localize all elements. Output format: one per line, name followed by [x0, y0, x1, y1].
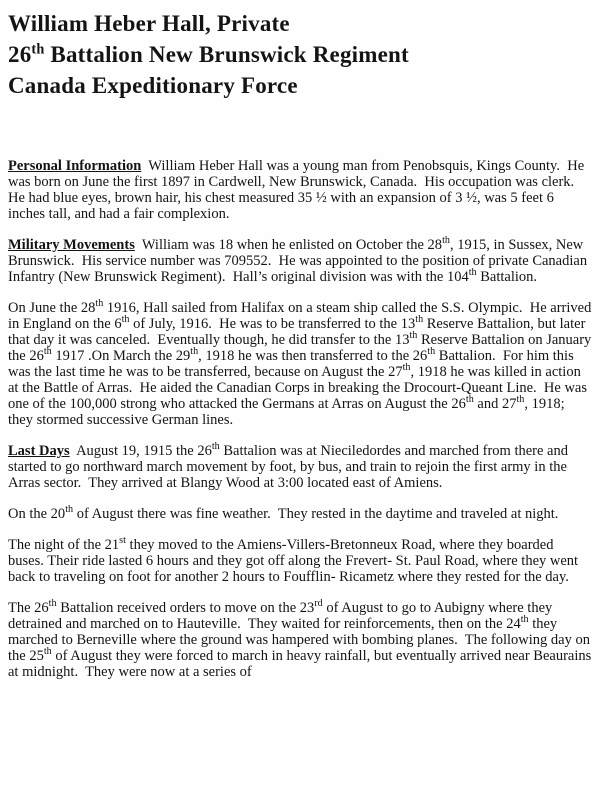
august-21-paragraph: [8, 537, 592, 585]
section-heading: Last Days: [8, 443, 70, 459]
text-run: On the 20: [8, 506, 66, 522]
ordinal-superscript: th: [65, 504, 74, 516]
ordinal-superscript: th: [43, 646, 52, 658]
text-run: they marched to Berneville where the ground was hampered with bombing planes. The following day on the 25: [8, 616, 594, 664]
text-run: of August there was fine weather. They rested in the daytime and traveled at night.: [73, 506, 559, 522]
ordinal-superscript: th: [415, 314, 424, 326]
text-run: of July, 1916. He was to be transferred to the 13: [129, 316, 416, 332]
text-run: and 27: [473, 396, 517, 412]
text-run: , 1918; they stormed successive German lines.: [8, 396, 569, 428]
title-line: [8, 70, 592, 101]
text-run: 26: [8, 42, 32, 67]
text-run: they moved to the Amiens-Villers-Bretonneux Road, where they boarded buses. Their ride lasted 6 hours and they got off along the Frevert- St. Paul Road, where they went back to traveling on foot for another 2 hours to Foufflin- Ricametz where they rested for the day.: [8, 537, 582, 585]
ordinal-superscript: th: [95, 298, 104, 310]
text-run: William Heber Hall was a young man from Penobsquis, Kings County. He was born on June the first 1897 in Cardwell, New Brunswick, Canada. His occupation was clerk. He had blue eyes, brown hair, his chest measured 35 ½ with an expansion of 3 ½, was 5 feet 6 inches tall, and had a fair complexion.: [8, 158, 588, 222]
ordinal-superscript: th: [520, 614, 529, 626]
text-run: Battalion received orders to move on the 23: [56, 600, 315, 616]
text-run: The night of the 21: [8, 537, 120, 553]
ordinal-superscript: th: [211, 441, 220, 453]
text-run: of August they were forced to march in heavy rainfall, but eventually arrived near Beaurains at midnight. They were now at a series of: [8, 648, 595, 680]
ordinal-superscript: th: [48, 598, 57, 610]
ordinal-superscript: th: [465, 394, 474, 406]
ordinal-superscript: th: [31, 41, 45, 58]
text-run: On June the 28: [8, 300, 96, 316]
ordinal-superscript: th: [427, 346, 436, 358]
ordinal-superscript: th: [468, 267, 477, 279]
ordinal-superscript: th: [516, 394, 525, 406]
text-run: Battalion New Brunswick Regiment: [44, 42, 409, 67]
august-20-paragraph: [8, 506, 592, 522]
text-run: William was 18 when he enlisted on October the 28: [134, 237, 443, 253]
august-23-25-paragraph: [8, 598, 595, 680]
text-run: , 1915, in Sussex, New Brunswick. His service number was 709552. He was appointed to the position of private Canadian Infantry (New Brunswick Regiment). Hall’s original division was with the 104: [8, 237, 591, 285]
text-run: of August to go to Aubigny where they detrained and marched on to Hauteville. They waited for reinforcements, then on the 24: [8, 600, 556, 632]
ordinal-superscript: th: [402, 362, 411, 374]
ordinal-superscript: st: [119, 535, 126, 547]
text-run: 1916, Hall sailed from Halifax on a steam ship called the S.S. Olympic. He arrived in England on the 6: [8, 300, 595, 332]
personal-information-paragraph: [8, 158, 592, 222]
text-run: Reserve Battalion on January the 26: [8, 332, 595, 364]
ordinal-superscript: th: [43, 346, 52, 358]
title-line: [8, 8, 592, 39]
text-run: Battalion.: [476, 269, 538, 285]
text-run: , 1918 he was then transferred to the 26: [198, 348, 428, 364]
voyage-and-transfers-paragraph: [8, 298, 595, 428]
ordinal-superscript: th: [442, 235, 450, 247]
ordinal-superscript: th: [409, 330, 418, 342]
text-run: Reserve Battalion, but later that day it was canceled. Eventually though, he did transfer to the 13: [8, 316, 590, 348]
ordinal-superscript: th: [190, 346, 199, 358]
text-run: 1917 .On March the 29: [51, 348, 191, 364]
military-movements-paragraph: [8, 237, 592, 285]
last-days-paragraph: [8, 443, 592, 491]
text-run: William Heber Hall, Private: [8, 11, 290, 36]
text-run: Canada Expeditionary Force: [8, 73, 298, 98]
text-run: , 1918 he was killed in action at the Battle of Arras. He aided the Canadian Corps in breaking the Drocourt-Queant Line. He was one of the 100,000 strong who attacked the Germans at Arras on August the 26: [8, 364, 591, 412]
text-run: Battalion. For him this was the last time he was to be transferred, because on August the 27: [8, 348, 578, 380]
section-heading: Military Movements: [8, 237, 135, 253]
document-body: [8, 158, 595, 680]
title-line: [8, 39, 592, 70]
document-title: [8, 8, 592, 101]
ordinal-superscript: rd: [314, 598, 323, 610]
text-run: Battalion was at Nieciledordes and marched from there and started to go northward march movement by foot, by bus, and train to rejoin the first army in the Arras sector. They arrived at Blangy Wood at 3:00 located east of Amiens.: [8, 443, 572, 491]
text-run: August 19, 1915 the 26: [69, 443, 212, 459]
section-heading: Personal Information: [8, 158, 142, 174]
text-run: The 26: [8, 600, 49, 616]
ordinal-superscript: th: [121, 314, 130, 326]
